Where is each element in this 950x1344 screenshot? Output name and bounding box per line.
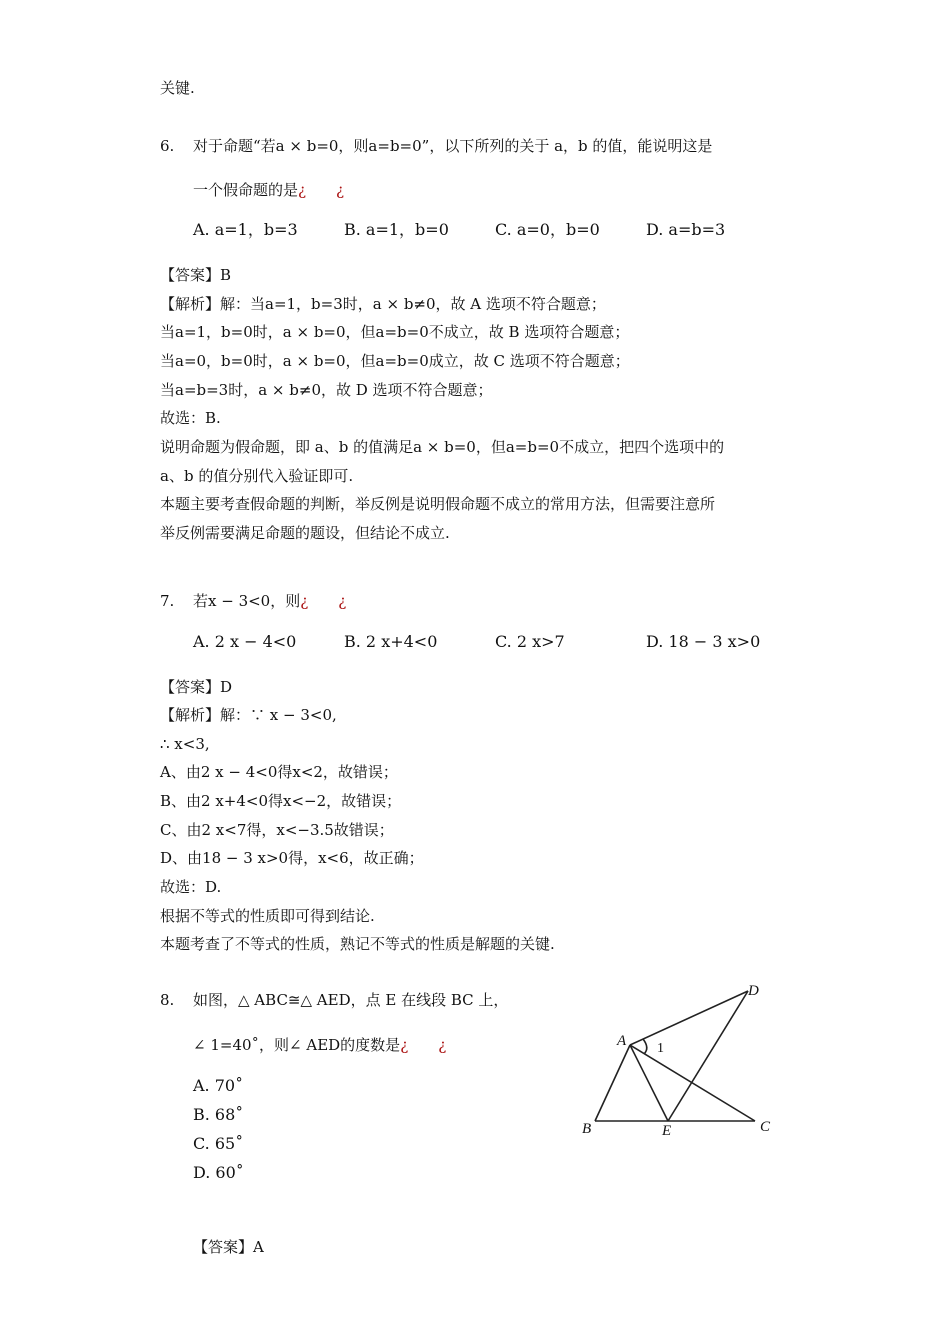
segment-de (668, 991, 748, 1121)
q7-stem-text: 若x − 3<0，则 (193, 592, 301, 610)
q6-analysis-line: 当a=0，b=0时，a × b=0，但a=b=0成立，故 C 选项不符合题意； (160, 352, 630, 370)
q7-analysis-line: 【解析】解：∵ x − 3<0, (160, 706, 337, 724)
q6-option-a: A. a=1，b=3 (193, 220, 298, 239)
q8-answer: 【答案】A (193, 1238, 264, 1256)
q6-analysis-line: 说明命题为假命题，即 a、b 的值满足a × b=0，但a=b=0不成立，把四个选项中的 (160, 438, 725, 456)
q6-stem-text: 一个假命题的是 (193, 181, 299, 199)
point-label-a: A (617, 1033, 627, 1049)
q8-option-c: C. 65˚ (193, 1134, 244, 1153)
segment-ab (595, 1045, 630, 1121)
q6-answer: 【答案】B (160, 266, 232, 284)
q7-analysis-line: 本题考查了不等式的性质，熟记不等式的性质是解题的关键. (160, 935, 555, 953)
q7-option-c: C. 2 x>7 (495, 632, 565, 651)
segment-ad (630, 991, 748, 1045)
q7-blank: ¿ ¿ (300, 592, 347, 610)
q6-analysis-line: 本题主要考查假命题的判断，举反例是说明假命题不成立的常用方法，但需要注意所 (160, 495, 716, 513)
continuation-text: 关键. (160, 79, 195, 97)
q6-analysis-line: 当a=b=3时，a × b≠0，故 D 选项不符合题意； (160, 381, 493, 399)
point-label-d: D (748, 983, 759, 999)
q6-stem-line2 (193, 180, 344, 200)
q7-analysis-line: ∴ x<3, (160, 735, 210, 753)
q7-option-d: D. 18 − 3 x>0 (646, 632, 761, 651)
q8-stem-line1: 如图，△ ABC≅△ AED，点 E 在线段 BC 上， (193, 991, 509, 1009)
q8-stem-line2 (193, 1035, 446, 1055)
q6-analysis-line: 【解析】解：当a=1，b=3时，a × b≠0，故 A 选项不符合题意； (160, 295, 606, 313)
q7-answer: 【答案】D (160, 678, 233, 696)
q7-option-b: B. 2 x+4<0 (344, 632, 438, 651)
q6-option-b: B. a=1，b=0 (344, 220, 449, 239)
q7-analysis-line: 根据不等式的性质即可得到结论. (160, 907, 375, 925)
q7-analysis-line: 故选：D. (160, 878, 222, 896)
q7-analysis-line: A、由2 x − 4<0得x<2，故错误； (160, 763, 398, 781)
triangle-figure (570, 980, 790, 1150)
q6-option-d: D. a=b=3 (646, 220, 726, 239)
q6-option-c: C. a=0，b=0 (495, 220, 600, 239)
point-label-e: E (662, 1123, 672, 1139)
q6-analysis-line: 举反例需要满足命题的题设，但结论不成立. (160, 524, 450, 542)
q8-option-d: D. 60˚ (193, 1163, 244, 1182)
q8-option-b: B. 68˚ (193, 1105, 244, 1124)
point-label-c: C (760, 1119, 771, 1135)
q6-analysis-line: a、b 的值分别代入验证即可. (160, 467, 354, 485)
point-label-b: B (582, 1121, 592, 1137)
q8-option-a: A. 70˚ (193, 1076, 244, 1095)
angle-1-arc (643, 1039, 647, 1054)
q6-number: 6. (160, 137, 175, 155)
angle-label-1: 1 (657, 1041, 664, 1056)
q6-stem-line1: 对于命题“若a × b=0，则a=b=0”，以下所列的关于 a，b 的值，能说明这是 (193, 137, 713, 155)
q7-analysis-line: B、由2 x+4<0得x<−2，故错误； (160, 792, 402, 810)
q7-number: 7. (160, 592, 175, 610)
q8-number: 8. (160, 991, 175, 1009)
q7-analysis-line: D、由18 − 3 x>0得，x<6，故正确； (160, 849, 424, 867)
q6-analysis-line: 故选：B. (160, 409, 221, 427)
q7-option-a: A. 2 x − 4<0 (193, 632, 297, 651)
q8-stem-text: ∠ 1=40˚，则∠ AED的度数是 (193, 1036, 401, 1054)
q6-analysis-line: 当a=1，b=0时，a × b=0，但a=b=0不成立，故 B 选项符合题意； (160, 323, 630, 341)
q8-blank: ¿ ¿ (400, 1036, 447, 1054)
q7-analysis-line: C、由2 x<7得，x<−3.5故错误； (160, 821, 394, 839)
q6-blank: ¿ ¿ (298, 181, 345, 199)
q7-stem (193, 591, 346, 611)
